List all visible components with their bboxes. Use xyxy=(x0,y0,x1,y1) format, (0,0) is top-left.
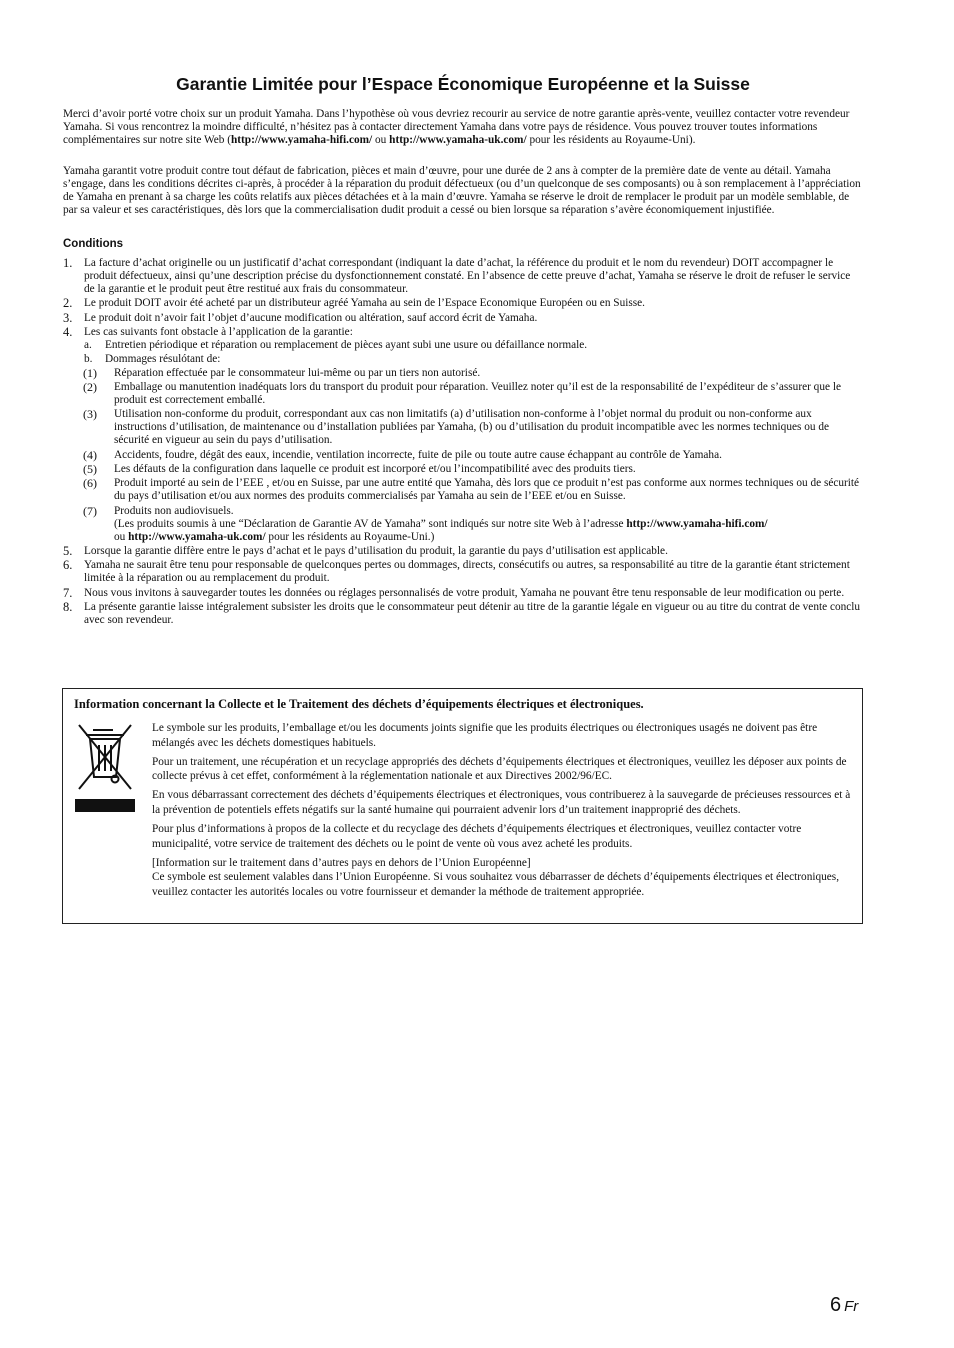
weee-paragraph: En vous débarrassant correctement des déchets d’équipements électriques et électroniques, vous contribuerez à la sauvegarde de précieuses ressources et à la prévention de potentiels effets négatifs sur la santé humaine qui pourraient advenir lors d’un traitement inapproprié des déchets. xyxy=(152,789,851,816)
weee-box-title: Information concernant la Collecte et le Traitement des déchets d’équipements électriques et électroniques. xyxy=(74,697,644,711)
damage-number: (6) xyxy=(83,476,97,491)
condition-number: 6. xyxy=(63,558,73,573)
damage-text: Accidents, foudre, dégât des eaux, incendie, ventilation incorrecte, fuite de pile ou toute autre cause échappant au contrôle de Yamaha. xyxy=(114,448,722,461)
damage-number: (1) xyxy=(83,365,97,380)
damage-item xyxy=(83,477,863,503)
condition-text: Nous vous invitons à sauvegarder toutes les données ou réglages personnalisés de votre produit, Yamaha ne pouvant être tenu responsable de leur modification ou perte. xyxy=(84,586,845,599)
condition-number: 4. xyxy=(63,325,73,340)
weee-eu-paragraph xyxy=(152,856,852,900)
conditions-heading: Conditions xyxy=(63,238,124,250)
condition-text: La présente garantie laisse intégralement subsister les droits que le consommateur peut détenir au titre de la garantie légale en vigueur ou au titre du contrat de vente conclu avec son revendeur. xyxy=(84,600,861,627)
weee-paragraph: Pour un traitement, une récupération et un recyclage appropriés des déchets d’équipements électriques et électroniques, veuillez les déposer aux points de collecte prévus à cet effet, conformément à la réglementation nationale et aux Directives 2002/96/EC. xyxy=(152,755,847,783)
subitem-letter: b. xyxy=(84,353,93,366)
damage-text: Réparation effectuée par le consommateur lui-même ou par un tiers non autorisé. xyxy=(114,366,481,379)
page-number-value: 6 xyxy=(830,1294,842,1316)
damage-item xyxy=(83,505,863,544)
page-language: Fr xyxy=(844,1298,859,1315)
weee-eu-heading: [Information sur le traitement dans d’autres pays en dehors de l’Union Européenne] xyxy=(152,856,531,869)
condition-text: Le produit doit n’avoir fait l’objet d’aucune modification ou altération, sauf accord écrit de Yamaha. xyxy=(84,311,538,324)
intro-paragraph-2: Yamaha garantit votre produit contre tout défaut de fabrication, pièces et main d’œuvre, pour une durée de 2 ans à compter de la première date de vente au détail. Yamaha s’engage, dans les conditions décrites ci-après, à procéder à la réparation du produit défectueux (ou d’un quelconque de ses composants) ou à son remplacement à l’appréciation de Yamaha en prenant à sa charge les coûts relatifs aux pièces détachées et à la main d’œuvre. Yamaha se réserve le droit de remplacer le produit par un modèle semblable, de par sa valeur et ses caractéristiques, dès lors que la commercialisation dudit produit a cessé ou bien lorsque sa réparation s’avère économiquement injustifiée. xyxy=(63,165,861,217)
weee-paragraph: Le symbole sur les produits, l’emballage et/ou les documents joints signifie que les produits électriques ou électroniques usagés ne doivent pas être mélangés avec les déchets domestiques habituels. xyxy=(152,722,818,749)
condition-number: 1. xyxy=(63,256,73,270)
yamaha-uk-link[interactable]: http://www.yamaha-uk.com/ xyxy=(128,530,266,543)
yamaha-hifi-link[interactable]: http://www.yamaha-hifi.com/ xyxy=(230,134,373,147)
yamaha-uk-link[interactable]: http://www.yamaha-uk.com/ xyxy=(389,134,527,147)
intro1-text-3: pour les résidents au Royaume-Uni). xyxy=(526,134,696,147)
intro1-text-1: Merci d’avoir porté votre choix sur un produit Yamaha. Dans l’hypothèse où vous devriez recourir au service de notre garantie après-vente, veuillez contacter votre revendeur Yamaha. Si vous rencontrez la moindre difficulté, n’hésitez pas à contacter directement Yamaha dans votre pays de résidence. Vous pouvez trouver toutes informations complémentaires sur notre site Web ( xyxy=(63,108,850,147)
av-note-text-3: pour les résidents au Royaume-Uni.) xyxy=(265,530,435,543)
weee-eu-text: Ce symbole est seulement valables dans l’Union Européenne. Si vous souhaitez vous débarrasser de déchets d’équipements électriques et électroniques, veuillez contacter les autorités locales ou votre fournisseur et demander la méthode de traitement appropriée. xyxy=(152,871,840,898)
damage-item xyxy=(83,463,863,476)
condition-text: La facture d’achat originelle ou un justificatif d’achat correspondant (indiquant la date d’achat, la référence du produit et le nom du revendeur) DOIT accompagner le produit défectueux, ainsi qu’une description précise du dysfonctionnement constaté. En l’absence de cette preuve d’achat, Yamaha se réserve le droit de refuser le service de la garantie et le produit peut être restitué aux frais du consommateur. xyxy=(84,257,851,296)
weee-information-box xyxy=(62,688,863,924)
condition-item xyxy=(63,587,863,600)
damage-number: (3) xyxy=(83,407,97,422)
subitem-text: Dommages résulótant de: xyxy=(105,353,221,366)
damage-text: Produits non audiovisuels. xyxy=(114,504,234,517)
condition-item xyxy=(63,601,863,627)
intro-paragraph-1 xyxy=(63,108,863,147)
av-note-text-1: (Les produits soumis à une “Déclaration de Garantie AV de Yamaha” sont indiqués sur notre site Web à l’adresse xyxy=(114,517,627,530)
condition-number: 3. xyxy=(63,310,73,325)
damage-number: (4) xyxy=(83,447,97,462)
condition-text: Yamaha ne saurait être tenu pour responsable de quelconques pertes ou dommages, directs, consécutifs ou autres, sa responsabilité au titre de la garantie étant strictement limitée à la réparation ou au remplacement du produit. xyxy=(84,559,850,585)
conditions-list xyxy=(63,257,863,628)
subitem-text: Entretien périodique et réparation ou remplacement de pièces ayant subi une usure ou défaillance normale. xyxy=(105,339,588,352)
damage-item xyxy=(83,367,863,380)
damage-text: Utilisation non-conforme du produit, correspondant aux cas non limitatifs (a) d’utilisation non-conforme à l’objet normal du produit ou non-conforme aux instructions d’utilisation, de maintenance ou d’installation publiées par Yamaha, (b) ou d’utilisation du produit incompatible avec les normes techniques ou de sécurité en vigueur au sein du pays d’utilisation. xyxy=(114,408,829,447)
damage-number: (2) xyxy=(83,379,97,394)
page-title: Garantie Limitée pour l’Espace Économique Européenne et la Suisse xyxy=(176,74,750,94)
damage-item xyxy=(83,449,863,462)
weee-box-text xyxy=(152,721,852,904)
condition-subitem-a xyxy=(84,339,863,352)
condition-number: 7. xyxy=(63,585,73,600)
damage-number: (7) xyxy=(83,503,97,518)
condition-item xyxy=(63,297,863,310)
condition-item xyxy=(63,312,863,325)
damage-item xyxy=(83,408,863,447)
subitem-letter: a. xyxy=(84,339,92,352)
damage-text: Emballage ou manutention inadéquats lors du transport du produit pour réparation. Veuillez noter qu’il est de la responsabilité de l’expéditeur de s’assurer que le produit est correctement emballé. xyxy=(114,380,841,406)
damage-number: (5) xyxy=(83,461,97,476)
condition-item xyxy=(63,326,863,544)
condition-item xyxy=(63,257,863,296)
av-note-text-2: ou xyxy=(114,530,129,543)
damage-text: Les défauts de la configuration dans laquelle ce produit est incorporé et/ou l’incompatibilité avec des produits tiers. xyxy=(114,462,636,475)
damage-text: Produit importé au sein de l’EEE , et/ou en Suisse, par une autre entité que Yamaha, dès lors que ce produit n’est pas conforme aux normes techniques ou de sécurité du pays d’utilisation et/ou aux normes des produits commercialisés par Yamaha au sein de l’EEE et/ou en Suisse. xyxy=(114,477,860,503)
weee-paragraph: Pour plus d’informations à propos de la collecte et du recyclage des déchets d’équipements électriques et électroniques, veuillez contacter votre municipalité, votre service de traitement des déchets ou le point de vente où vous avez acheté les produits. xyxy=(152,823,802,850)
condition-number: 2. xyxy=(63,296,73,311)
condition-text: Lorsque la garantie diffère entre le pays d’achat et le pays d’utilisation du produit, la garantie du pays d’utilisation est applicable. xyxy=(84,545,668,558)
condition-item xyxy=(63,559,863,585)
intro1-text-2: ou xyxy=(372,134,390,147)
yamaha-hifi-link[interactable]: http://www.yamaha-hifi.com/ xyxy=(626,517,768,530)
damage-item xyxy=(83,381,863,407)
condition-number: 8. xyxy=(63,599,73,614)
condition-item xyxy=(63,545,863,558)
condition-text: Les cas suivants font obstacle à l’application de la garantie: xyxy=(84,326,353,339)
crossed-out-wheelie-bin-icon xyxy=(73,723,137,815)
condition-text: Le produit DOIT avoir été acheté par un distributeur agréé Yamaha au sein de l’Espace Economique Européen ou en Suisse. xyxy=(84,297,645,310)
page-number xyxy=(830,1294,858,1317)
condition-subitem-b xyxy=(84,353,863,543)
condition-number: 5. xyxy=(63,544,73,559)
